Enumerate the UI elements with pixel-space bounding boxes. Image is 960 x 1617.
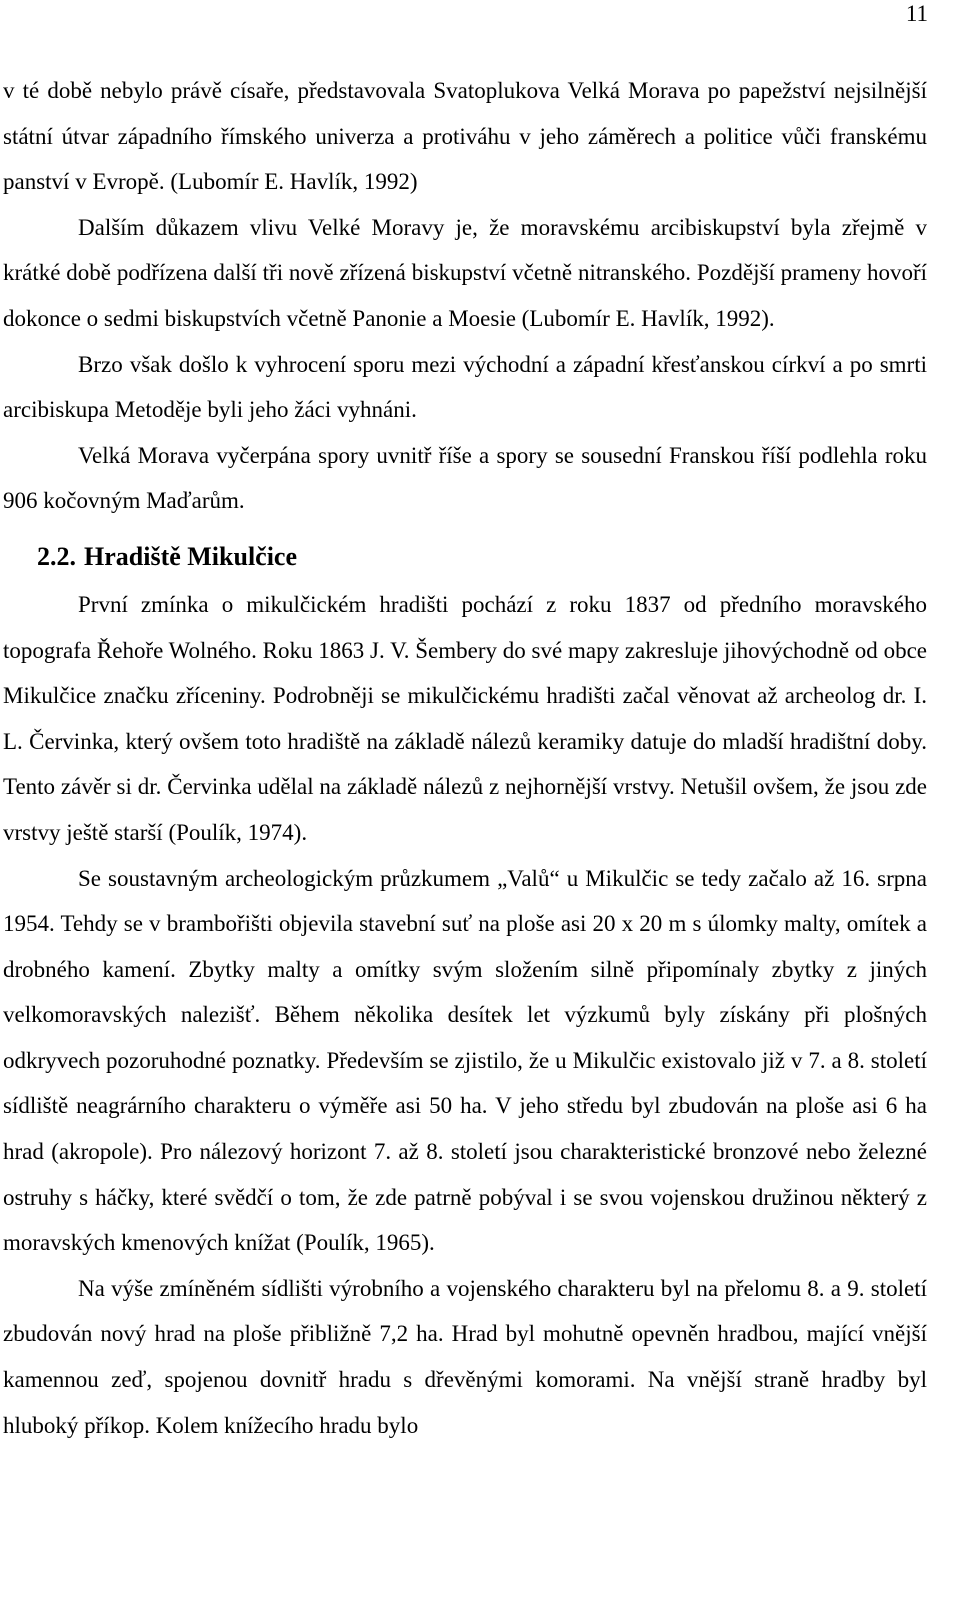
section-number: 2.2. xyxy=(37,541,76,571)
paragraph-first-mention: První zmínka o mikulčickém hradišti pochází z roku 1837 od předního moravského topografa Řehoře Wolného. Roku 1863 J. V. Šembery do své mapy zakresluje jihovýchodně od obce Mikulčice značku zříceniny. Podrobněji se mikulčickému hradišti začal věnovat až archeolog dr. I. L. Červinka, který ovšem toto hradiště na základě nálezů keramiky datuje do mladší hradištní doby. Tento závěr si dr. Červinka udělal na základě nálezů z nejhornější vrstvy. Netušil ovšem, že jsou zde vrstvy ještě starší (Poulík, 1974). xyxy=(3,591,927,845)
page-body xyxy=(3,68,927,1448)
section-title: Hradiště Mikulčice xyxy=(84,541,298,571)
paragraph-systematic-survey: Se soustavným archeologickým průzkumem „Valů“ u Mikulčic se tedy začalo až 16. srpna 1954. Tehdy se v brambořišti objevila stavební suť na ploše asi 20 x 20 m s úlomky malty, omítek a drobného kamení. Zbytky malty a omítky svým složením silně připomínaly zbytky z jiných velkomoravských nalezišť. Během několika desítek let výzkumů byly získány při plošných odkryvech pozoruhodné poznatky. Především se zjistilo, že u Mikulčic existovalo již v 7. a 8. století sídliště neagrárního charakteru o výměře asi 50 ha. V jeho středu byl zbudován na ploše asi 6 ha hrad (akropole). Pro nálezový horizont 7. až 8. století jsou charakteristické bronzové nebo železné ostruhy s háčky, které svědčí o tom, že zde patrně pobýval i se svou vojenskou družinou některý z moravských kmenových knížat (Poulík, 1965). xyxy=(3,865,927,1256)
paragraph-archbishopric: Dalším důkazem vlivu Velké Moravy je, že moravskému arcibiskupství byla zřejmě v krátké době podřízena další tři nově zřízená biskupství včetně nitranského. Pozdější prameny hovoří dokonce o sedmi biskupstvích včetně Panonie a Moesie (Lubomír E. Havlík, 1992). xyxy=(3,214,927,331)
section-heading xyxy=(3,524,927,582)
page-number: 11 xyxy=(905,1,928,26)
paragraph-church-dispute: Brzo však došlo k vyhrocení sporu mezi východní a západní křesťanskou církví a po smrti arcibiskupa Metoděje byli jeho žáci vyhnáni. xyxy=(3,351,927,423)
paragraph-new-castle: Na výše zmíněném sídlišti výrobního a vojenského charakteru byl na přelomu 8. a 9. století zbudován nový hrad na ploše přibližně 7,2 ha. Hrad byl mohutně opevněn hradbou, mající vnější kamennou zeď, spojenou dovnitř hradu s dřevěnými komorami. Na vnější straně hradby byl hluboký příkop. Kolem knížecího hradu bylo xyxy=(3,1275,927,1438)
paragraph-fall-of-moravia: Velká Morava vyčerpána spory uvnitř říše a spory se sousední Franskou říší podlehla roku 906 kočovným Maďarům. xyxy=(3,442,927,514)
paragraph-continuation: v té době nebylo právě císaře, představovala Svatoplukova Velká Morava po papežství nejsilnější státní útvar západního římského univerza a protiváhu v jeho záměrech a politice vůči franskému panství v Evropě. (Lubomír E. Havlík, 1992) xyxy=(3,78,927,195)
